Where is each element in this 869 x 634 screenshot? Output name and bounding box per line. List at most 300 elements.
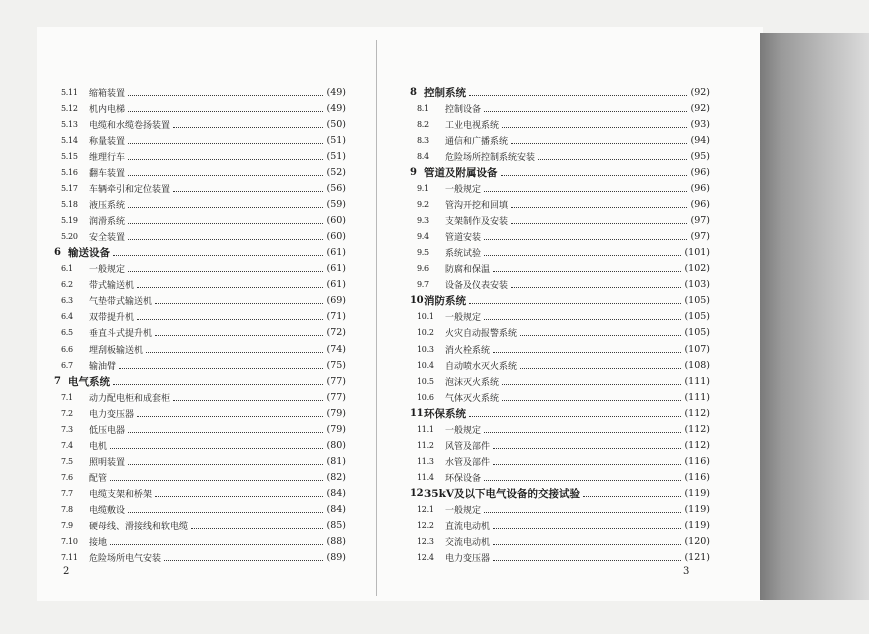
toc-leader-dots [493, 271, 681, 272]
toc-leader-dots [484, 255, 681, 256]
toc-entry-page: (85) [326, 520, 346, 532]
toc-entry-title: 电力变压器 [89, 409, 135, 420]
toc-entry-number: 5.16 [61, 167, 78, 177]
toc-entry-title: 翻车装置 [89, 168, 126, 179]
toc-entry-page: (49) [326, 102, 346, 114]
toc-section-row [54, 309, 346, 325]
toc-entry-page: (88) [326, 536, 346, 548]
toc-entry-number: 9.6 [417, 264, 429, 274]
toc-entry-title: 控制系统 [424, 86, 466, 99]
toc-leader-dots [484, 512, 681, 513]
toc-entry-number: 7.7 [61, 489, 73, 499]
toc-entry-page: (94) [690, 134, 710, 146]
toc-entry-title: 输油臂 [89, 361, 117, 372]
toc-leader-dots [128, 271, 323, 272]
toc-entry-number: 7.6 [61, 473, 73, 483]
toc-entry-page: (89) [326, 552, 346, 564]
toc-section-row [54, 470, 346, 486]
toc-section-row [410, 341, 710, 357]
toc-leader-dots [502, 127, 687, 128]
toc-leader-dots [113, 384, 323, 385]
toc-entry-number: 9.2 [417, 199, 429, 209]
toc-entry-title: 管道安装 [445, 233, 482, 244]
toc-leader-dots [128, 111, 323, 112]
toc-leader-dots [469, 303, 681, 304]
toc-leader-dots [511, 223, 687, 224]
toc-leader-dots [155, 335, 323, 336]
toc-leader-dots [493, 464, 681, 465]
toc-leader-dots [484, 111, 687, 112]
toc-entry-title: 电缆敷设 [89, 506, 126, 517]
toc-entry-title: 一般规定 [445, 506, 482, 517]
toc-entry-page: (105) [684, 327, 710, 339]
toc-entry-page: (96) [690, 166, 710, 178]
toc-chapter-row [410, 293, 710, 309]
toc-entry-title: 一般规定 [445, 184, 482, 195]
toc-entry-number: 6.1 [61, 264, 73, 274]
toc-leader-dots [484, 191, 687, 192]
toc-section-row [54, 229, 346, 245]
toc-entry-title: 车辆牵引和定位装置 [89, 184, 171, 195]
toc-entry-number: 10.5 [417, 376, 434, 386]
toc-entry-title: 危险场所电气安装 [89, 554, 162, 565]
toc-entry-title: 液压系统 [89, 200, 126, 211]
toc-entry-page: (121) [684, 552, 710, 564]
toc-leader-dots [173, 400, 323, 401]
toc-leader-dots [137, 416, 323, 417]
toc-section-row [410, 148, 710, 164]
toc-entry-number: 8 [410, 86, 417, 98]
toc-entry-number: 5.20 [61, 232, 78, 242]
toc-leader-dots [137, 287, 323, 288]
toc-entry-title: 电缆和水缆卷扬装置 [89, 120, 171, 131]
toc-entry-title: 埋刮板输送机 [89, 345, 144, 356]
toc-entry-number: 5.15 [61, 151, 78, 161]
toc-entry-title: 润滑系统 [89, 217, 126, 228]
toc-leader-dots [502, 400, 681, 401]
toc-entry-page: (69) [326, 295, 346, 307]
toc-entry-number: 7.5 [61, 456, 73, 466]
toc-leader-dots [113, 255, 323, 256]
toc-leader-dots [110, 480, 323, 481]
toc-entry-number: 9.7 [417, 280, 429, 290]
toc-leader-dots [128, 207, 323, 208]
toc-entry-page: (119) [684, 488, 710, 500]
toc-section-row [54, 341, 346, 357]
toc-entry-page: (50) [326, 118, 346, 130]
toc-entry-title: 维理行车 [89, 152, 126, 163]
toc-entry-title: 一般规定 [445, 313, 482, 324]
toc-entry-number: 5.11 [61, 87, 78, 97]
toc-entry-title: 电机 [89, 441, 108, 452]
toc-leader-dots [128, 239, 323, 240]
toc-entry-number: 12.1 [417, 505, 434, 515]
toc-entry-page: (92) [690, 102, 710, 114]
toc-entry-number: 5.18 [61, 199, 78, 209]
toc-entry-number: 5.12 [61, 103, 78, 113]
toc-entry-number: 10.1 [417, 312, 434, 322]
toc-entry-number: 8.2 [417, 119, 429, 129]
toc-leader-dots [493, 544, 681, 545]
toc-entry-page: (72) [326, 327, 346, 339]
toc-entry-number: 6.4 [61, 312, 73, 322]
toc-entry-title: 安全装置 [89, 233, 126, 244]
toc-leader-dots [501, 175, 688, 176]
toc-section-row [54, 486, 346, 502]
toc-section-row [54, 518, 346, 534]
toc-section-row [410, 373, 710, 389]
toc-entry-title: 水管及部件 [445, 457, 491, 468]
toc-entry-title: 缩箱装置 [89, 88, 126, 99]
toc-entry-page: (61) [326, 247, 346, 259]
toc-section-row [410, 180, 710, 196]
toc-entry-title: 低压电器 [89, 425, 126, 436]
toc-section-row [410, 357, 710, 373]
toc-entry-title: 照明装置 [89, 457, 126, 468]
toc-entry-title: 一般规定 [445, 425, 482, 436]
toc-section-row [54, 84, 346, 100]
toc-entry-title: 泡沫灭火系统 [445, 377, 500, 388]
toc-section-row [54, 261, 346, 277]
toc-section-row [54, 277, 346, 293]
toc-entry-page: (51) [326, 150, 346, 162]
toc-entry-page: (77) [326, 391, 346, 403]
toc-entry-page: (61) [326, 279, 346, 291]
toc-entry-number: 8.1 [417, 103, 429, 113]
toc-entry-page: (97) [690, 215, 710, 227]
toc-section-row [410, 261, 710, 277]
toc-entry-title: 支架制作及安装 [445, 217, 509, 228]
toc-entry-number: 10.6 [417, 392, 434, 402]
toc-entry-number: 9.4 [417, 232, 429, 242]
toc-section-row [410, 245, 710, 261]
toc-section-row [54, 502, 346, 518]
toc-entry-page: (96) [690, 198, 710, 210]
toc-leader-dots [484, 432, 681, 433]
toc-section-row [410, 100, 710, 116]
toc-entry-number: 7.2 [61, 408, 73, 418]
toc-leader-dots [128, 223, 323, 224]
toc-entry-number: 9.3 [417, 216, 429, 226]
toc-entry-page: (51) [326, 134, 346, 146]
toc-entry-title: 系统试验 [445, 249, 482, 260]
toc-entry-page: (93) [690, 118, 710, 130]
toc-leader-dots [511, 143, 687, 144]
toc-entry-number: 11.2 [417, 440, 434, 450]
toc-section-row [54, 421, 346, 437]
toc-entry-page: (79) [326, 407, 346, 419]
toc-entry-page: (111) [684, 375, 710, 387]
toc-entry-number: 5.17 [61, 183, 78, 193]
toc-entry-title: 通信和广播系统 [445, 136, 509, 147]
toc-entry-page: (75) [326, 359, 346, 371]
toc-entry-page: (74) [326, 343, 346, 355]
toc-entry-title: 双带提升机 [89, 313, 135, 324]
toc-section-row [54, 100, 346, 116]
toc-entry-page: (59) [326, 198, 346, 210]
toc-section-row [54, 437, 346, 453]
toc-entry-title: 垂直斗式提升机 [89, 329, 153, 340]
toc-entry-page: (116) [684, 455, 710, 467]
toc-entry-page: (80) [326, 439, 346, 451]
toc-section-row [410, 518, 710, 534]
toc-entry-page: (77) [326, 375, 346, 387]
toc-entry-page: (60) [326, 215, 346, 227]
toc-leader-dots [493, 560, 681, 561]
toc-entry-page: (108) [684, 359, 710, 371]
scan-shadow [760, 33, 869, 600]
toc-section-row [54, 164, 346, 180]
toc-leader-dots [511, 207, 687, 208]
left-page-toc [54, 84, 346, 566]
toc-entry-number: 8.4 [417, 151, 429, 161]
toc-entry-number: 10 [410, 295, 424, 307]
toc-leader-dots [155, 303, 323, 304]
toc-entry-title: 配管 [89, 474, 108, 485]
left-page-number: 2 [63, 566, 70, 577]
toc-entry-page: (60) [326, 231, 346, 243]
toc-entry-number: 7.10 [61, 537, 78, 547]
toc-entry-title: 交流电动机 [445, 538, 491, 549]
toc-leader-dots [493, 352, 681, 353]
toc-entry-page: (84) [326, 504, 346, 516]
toc-entry-title: 工业电视系统 [445, 120, 500, 131]
toc-entry-number: 9.5 [417, 248, 429, 258]
toc-entry-title: 电缆支架和桥架 [89, 490, 153, 501]
toc-section-row [54, 196, 346, 212]
toc-entry-number: 5.14 [61, 135, 78, 145]
toc-leader-dots [502, 384, 681, 385]
toc-entry-number: 7.4 [61, 440, 73, 450]
toc-entry-number: 7 [54, 375, 61, 387]
toc-entry-page: (84) [326, 488, 346, 500]
toc-leader-dots [484, 239, 687, 240]
toc-entry-number: 12 [410, 488, 424, 500]
toc-entry-page: (111) [684, 391, 710, 403]
toc-entry-number: 11.3 [417, 456, 434, 466]
toc-section-row [54, 213, 346, 229]
toc-entry-title: 消火栓系统 [445, 345, 491, 356]
toc-entry-title: 机内电梯 [89, 104, 126, 115]
toc-section-row [54, 116, 346, 132]
toc-entry-page: (61) [326, 263, 346, 275]
toc-section-row [410, 132, 710, 148]
toc-section-row [54, 180, 346, 196]
toc-section-row [410, 325, 710, 341]
toc-section-row [410, 389, 710, 405]
toc-leader-dots [110, 448, 323, 449]
toc-leader-dots [110, 544, 323, 545]
toc-entry-number: 6.5 [61, 328, 73, 338]
toc-leader-dots [493, 448, 681, 449]
toc-entry-page: (101) [684, 247, 710, 259]
toc-section-row [410, 213, 710, 229]
toc-entry-number: 12.4 [417, 553, 434, 563]
toc-entry-page: (96) [690, 182, 710, 194]
toc-entry-number: 11.1 [417, 424, 434, 434]
toc-entry-number: 6.3 [61, 296, 73, 306]
toc-leader-dots [583, 496, 681, 497]
toc-leader-dots [484, 319, 681, 320]
toc-chapter-row [410, 84, 710, 100]
toc-entry-page: (116) [684, 472, 710, 484]
toc-entry-title: 电气系统 [68, 375, 110, 388]
toc-leader-dots [128, 464, 323, 465]
toc-leader-dots [538, 159, 687, 160]
toc-leader-dots [128, 143, 323, 144]
toc-section-row [54, 293, 346, 309]
toc-entry-title: 消防系统 [424, 295, 466, 308]
toc-chapter-row [410, 486, 710, 502]
toc-leader-dots [155, 496, 323, 497]
toc-section-row [410, 229, 710, 245]
toc-leader-dots [191, 528, 323, 529]
toc-entry-number: 12.3 [417, 537, 434, 547]
toc-entry-title: 管沟开挖和回填 [445, 200, 509, 211]
toc-entry-number: 10.2 [417, 328, 434, 338]
toc-entry-title: 防腐和保温 [445, 265, 491, 276]
toc-entry-page: (112) [684, 439, 710, 451]
toc-leader-dots [520, 335, 681, 336]
toc-entry-title: 一般规定 [89, 265, 126, 276]
toc-leader-dots [164, 560, 323, 561]
toc-entry-page: (95) [690, 150, 710, 162]
toc-entry-title: 自动喷水灭火系统 [445, 361, 518, 372]
toc-entry-number: 6 [54, 247, 61, 259]
toc-entry-title: 称量装置 [89, 136, 126, 147]
toc-entry-title: 危险场所控制系统安装 [445, 152, 536, 163]
toc-entry-title: 电力变压器 [445, 554, 491, 565]
toc-entry-title: 输送设备 [68, 247, 110, 260]
toc-entry-page: (49) [326, 86, 346, 98]
toc-entry-title: 35kV及以下电气设备的交接试验 [424, 488, 581, 501]
toc-leader-dots [128, 159, 323, 160]
toc-entry-number: 6.2 [61, 280, 73, 290]
toc-section-row [54, 389, 346, 405]
toc-entry-number: 9.1 [417, 183, 429, 193]
toc-section-row [410, 534, 710, 550]
toc-leader-dots [484, 480, 681, 481]
toc-entry-number: 11 [410, 407, 424, 419]
toc-entry-number: 7.1 [61, 392, 73, 402]
toc-entry-title: 接地 [89, 538, 108, 549]
toc-entry-number: 5.13 [61, 119, 78, 129]
toc-section-row [410, 502, 710, 518]
toc-chapter-row [410, 164, 710, 180]
right-page-toc [410, 84, 710, 566]
toc-leader-dots [469, 95, 687, 96]
toc-entry-page: (82) [326, 472, 346, 484]
toc-entry-page: (107) [684, 343, 710, 355]
toc-entry-page: (79) [326, 423, 346, 435]
toc-entry-page: (52) [326, 166, 346, 178]
toc-entry-number: 9 [410, 166, 417, 178]
toc-leader-dots [146, 352, 323, 353]
toc-entry-number: 7.11 [61, 553, 78, 563]
toc-entry-page: (112) [684, 407, 710, 419]
toc-section-row [54, 550, 346, 566]
toc-section-row [410, 470, 710, 486]
toc-leader-dots [128, 432, 323, 433]
toc-section-row [410, 437, 710, 453]
toc-entry-title: 环保设备 [445, 474, 482, 485]
toc-entry-title: 控制设备 [445, 104, 482, 115]
toc-leader-dots [128, 175, 323, 176]
toc-entry-number: 11.4 [417, 473, 434, 483]
toc-section-row [54, 148, 346, 164]
toc-leader-dots [173, 191, 323, 192]
toc-leader-dots [119, 368, 323, 369]
toc-chapter-row [54, 373, 346, 389]
page-fold [376, 40, 377, 596]
toc-entry-title: 动力配电柜和成套柜 [89, 393, 171, 404]
toc-section-row [54, 534, 346, 550]
toc-entry-title: 设备及仪表安装 [445, 281, 509, 292]
toc-entry-title: 硬母线、滑接线和软电缆 [89, 522, 189, 533]
toc-entry-title: 管道及附属设备 [424, 166, 498, 179]
toc-entry-number: 6.7 [61, 360, 73, 370]
toc-section-row [410, 277, 710, 293]
right-page-number: 3 [683, 566, 690, 577]
toc-entry-number: 6.6 [61, 344, 73, 354]
toc-chapter-row [410, 405, 710, 421]
toc-entry-page: (56) [326, 182, 346, 194]
toc-leader-dots [173, 127, 323, 128]
toc-entry-title: 风管及部件 [445, 441, 491, 452]
toc-entry-page: (103) [684, 279, 710, 291]
toc-entry-page: (112) [684, 423, 710, 435]
toc-section-row [410, 116, 710, 132]
toc-section-row [410, 550, 710, 566]
toc-entry-number: 12.2 [417, 521, 434, 531]
toc-leader-dots [511, 287, 681, 288]
toc-leader-dots [128, 512, 323, 513]
toc-entry-page: (102) [684, 263, 710, 275]
toc-entry-title: 气垫带式输送机 [89, 297, 153, 308]
toc-chapter-row [54, 245, 346, 261]
toc-entry-page: (92) [690, 86, 710, 98]
toc-leader-dots [520, 368, 681, 369]
toc-entry-number: 7.8 [61, 505, 73, 515]
toc-section-row [54, 325, 346, 341]
toc-entry-page: (71) [326, 311, 346, 323]
toc-entry-title: 火灾自动报警系统 [445, 329, 518, 340]
toc-entry-number: 7.3 [61, 424, 73, 434]
toc-section-row [54, 357, 346, 373]
toc-entry-number: 10.4 [417, 360, 434, 370]
toc-section-row [54, 132, 346, 148]
toc-entry-page: (120) [684, 536, 710, 548]
toc-section-row [54, 405, 346, 421]
toc-entry-page: (119) [684, 504, 710, 516]
toc-entry-title: 带式输送机 [89, 281, 135, 292]
toc-leader-dots [493, 528, 681, 529]
toc-section-row [54, 453, 346, 469]
toc-leader-dots [469, 416, 681, 417]
toc-entry-page: (105) [684, 311, 710, 323]
toc-entry-title: 环保系统 [424, 407, 466, 420]
toc-section-row [410, 196, 710, 212]
toc-entry-page: (97) [690, 231, 710, 243]
toc-entry-title: 直流电动机 [445, 522, 491, 533]
toc-section-row [410, 309, 710, 325]
toc-leader-dots [137, 319, 323, 320]
toc-entry-number: 8.3 [417, 135, 429, 145]
toc-entry-number: 7.9 [61, 521, 73, 531]
toc-entry-number: 5.19 [61, 216, 78, 226]
toc-entry-page: (119) [684, 520, 710, 532]
toc-entry-page: (105) [684, 295, 710, 307]
